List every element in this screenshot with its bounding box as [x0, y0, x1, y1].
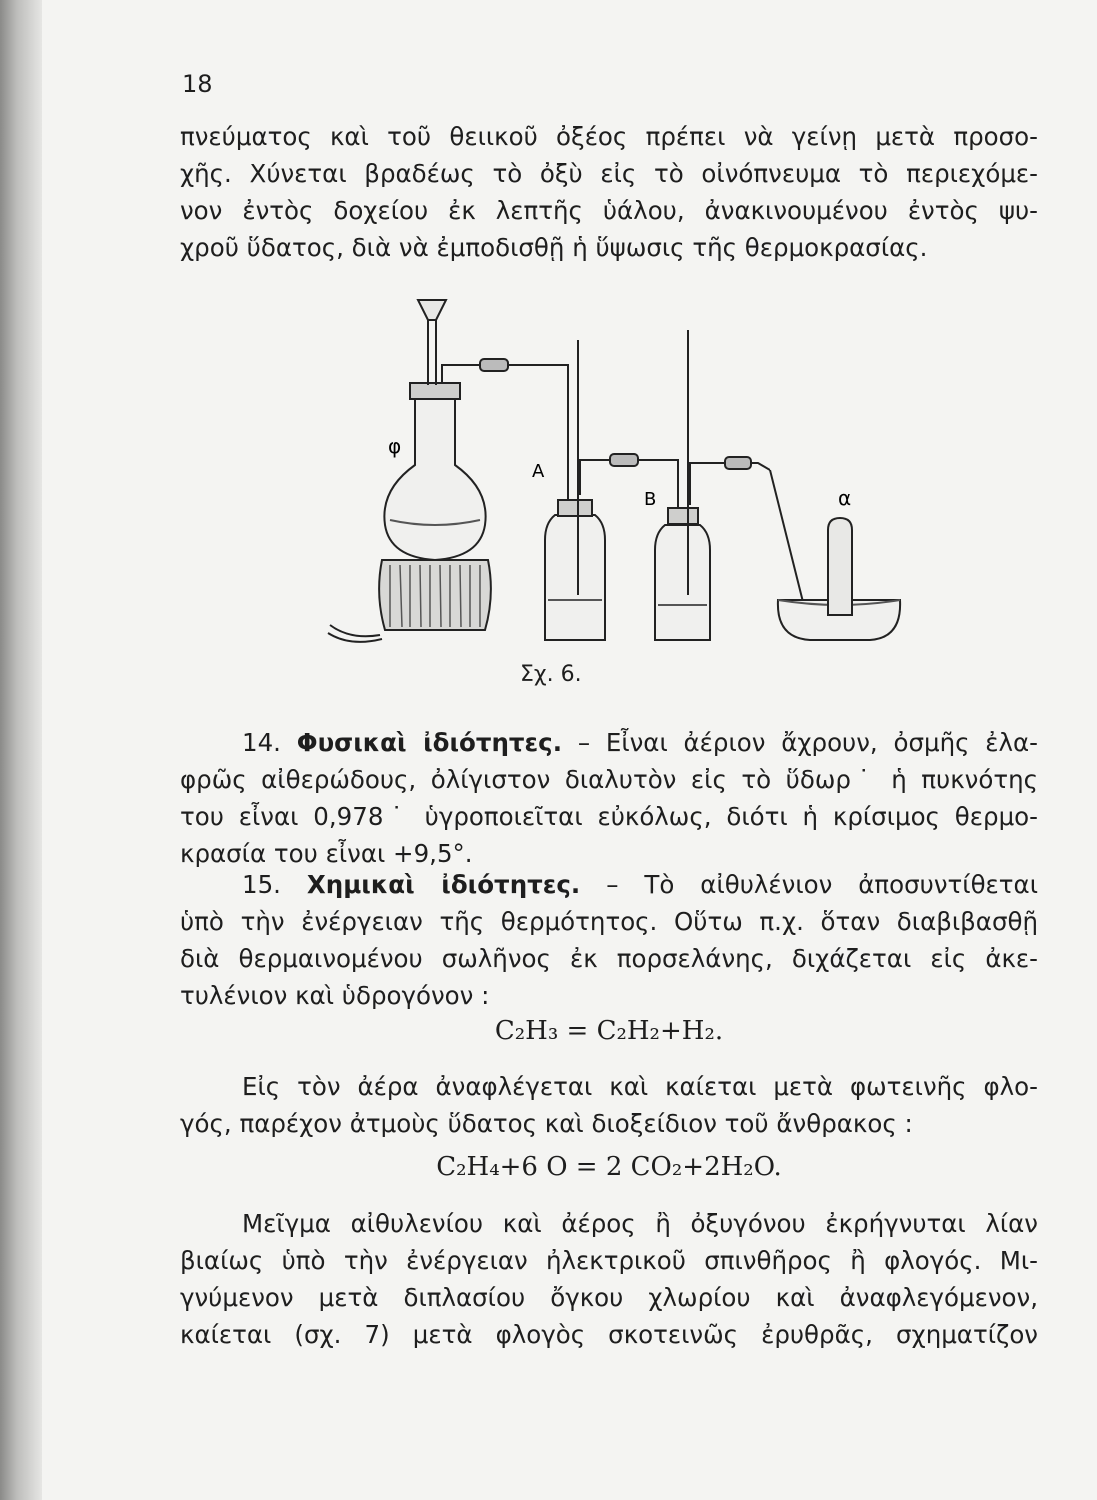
- text-line: γός, παρέχον ἀτμοὺς ὕδατος καὶ διοξείδιον τοῦ ἄνθρακος :: [180, 1109, 913, 1138]
- section-14-first-line: [180, 724, 1038, 761]
- mixture-paragraph: [180, 1205, 1038, 1353]
- text-line: βιαίως ὑπὸ τὴν ἐνέργειαν ἠλεκτρικοῦ σπινθῆρος ἢ φλογός. Μι-: [180, 1246, 1038, 1275]
- intro-paragraph: [180, 118, 1038, 266]
- text-line: διὰ θερμαινομένου σωλῆνος ἐκ πορσελάνης, διχάζεται εἰς ἀκε-: [180, 944, 1038, 973]
- figure-label-a: A: [532, 461, 545, 482]
- formula-combustion: C₂H₄+6 O = 2 CO₂+2H₂O.: [436, 1152, 782, 1182]
- text-line: πνεύματος καὶ τοῦ θειικοῦ ὀξέος πρέπει νὰ γείνῃ μετὰ προσο-: [180, 122, 1038, 151]
- collection-cylinder-alpha: [828, 518, 852, 615]
- section-14-number: 14.: [242, 728, 281, 757]
- section-14-paragraph: [180, 724, 1038, 872]
- funnel: [418, 300, 446, 320]
- heater-base: [379, 560, 491, 630]
- figure-label-flask: φ: [388, 434, 402, 458]
- section-15-number: 15.: [242, 870, 281, 899]
- text-line: – Τὸ αἰθυλένιον ἀποσυντίθεται: [606, 870, 1038, 899]
- figure-caption: Σχ. 6.: [520, 662, 582, 687]
- section-14-heading: Φυσικαὶ ἰδιότητες.: [296, 728, 563, 757]
- figure-label-cylinder: α: [838, 486, 852, 510]
- flask-stopper: [410, 383, 460, 399]
- text-line: κρασία του εἶναι +9,5°.: [180, 839, 473, 868]
- text-line: του εἶναι 0,978˙ ὑγροποιεῖται εὐκόλως, διότι ἡ κρίσιμος θερμο-: [180, 802, 1038, 831]
- text-line: Μεῖγμα αἰθυλενίου καὶ ἀέρος ἢ ὀξυγόνου ἐκρήγνυται λίαν: [242, 1209, 1038, 1238]
- text-line: γνύμενον μετὰ διπλασίου ὄγκου χλωρίου καὶ ἀναφλεγόμενον,: [180, 1283, 1038, 1312]
- apparatus-figure: [310, 295, 770, 655]
- funnel-stem: [428, 315, 436, 385]
- bottle-a: [545, 515, 605, 640]
- section-15-first-line: [180, 866, 1038, 903]
- text-line: τυλένιον καὶ ὑδρογόνον :: [180, 981, 490, 1010]
- combustion-paragraph: [180, 1068, 1038, 1142]
- text-line: χροῦ ὕδατος, διὰ νὰ ἐμποδισθῇ ἡ ὕψωσις τῆς θερμοκρασίας.: [180, 233, 928, 262]
- section-15-paragraph: [180, 866, 1038, 1014]
- text-line: Εἰς τὸν ἀέρα ἀναφλέγεται καὶ καίεται μετὰ φωτεινῆς φλο-: [242, 1072, 1038, 1101]
- gas-delivery-tube: [770, 470, 805, 610]
- page-number: 18: [182, 70, 213, 98]
- formula-decomposition: C₂H₃ = C₂H₂+H₂.: [494, 1016, 724, 1046]
- text-line: νον ἐντὸς δοχείου ἐκ λεπτῆς ὑάλου, ἀνακινουμένου ἐντὸς ψυ-: [180, 196, 1038, 225]
- rubber-joint: [480, 359, 508, 371]
- bottle-b: [655, 525, 710, 640]
- text-line: καίεται (σχ. 7) μετὰ φλογὸς σκοτεινῶς ἐρυθρᾶς, σχηματίζον: [180, 1320, 1038, 1349]
- figure-label-b: B: [644, 489, 657, 510]
- section-15-heading: Χημικαὶ ἰδιότητες.: [306, 870, 581, 899]
- collection-trough-figure: [760, 450, 920, 650]
- gas-hose: [328, 625, 382, 642]
- text-line: – Εἶναι ἀέριον ἄχρουν, ὀσμῆς ἐλα-: [577, 728, 1039, 757]
- flask-phi: [384, 395, 485, 560]
- text-line: φρῶς αἰθερώδους, ὀλίγιστον διαλυτὸν εἰς τὸ ὕδωρ˙ ἡ πυκνότης: [180, 765, 1038, 794]
- text-line: χῆς. Χύνεται βραδέως τὸ ὀξὺ εἰς τὸ οἰνόπνευμα τὸ περιεχόμε-: [180, 159, 1038, 188]
- book-gutter-shadow: [0, 0, 42, 1500]
- text-line: ὑπὸ τὴν ἐνέργειαν τῆς θερμότητος. Οὕτω π.χ. ὅταν διαβιβασθῇ: [180, 907, 1038, 936]
